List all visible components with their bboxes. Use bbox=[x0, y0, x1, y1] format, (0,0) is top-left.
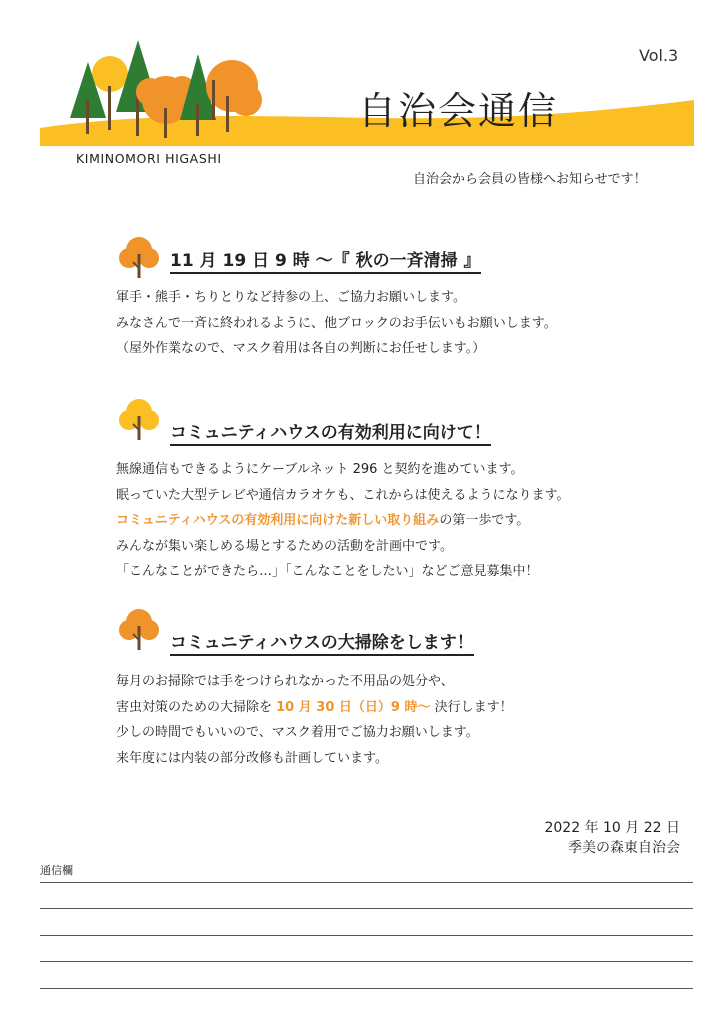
tagline: 自治会から会員の皆様へお知らせです！ bbox=[413, 172, 647, 187]
section-3-title: コミュニティハウスの大掃除をします！ bbox=[170, 628, 474, 656]
highlight-text: 10 月 30 日（日）9 時〜 bbox=[276, 699, 431, 715]
brand-name: KIMINOMORI HIGASHI bbox=[76, 151, 222, 166]
section-3-body bbox=[116, 669, 513, 771]
volume-number: Vol.3 bbox=[639, 46, 679, 65]
section-2-line: みんなが集い楽しめる場とするための活動を計画中です。 bbox=[116, 538, 453, 554]
line-text: 害虫対策のための大掃除を bbox=[116, 699, 277, 715]
memo-line bbox=[40, 961, 693, 962]
section-2-line bbox=[116, 508, 569, 534]
memo-line bbox=[40, 908, 693, 909]
section-2-title: コミュニティハウスの有効利用に向けて！ bbox=[170, 418, 491, 446]
section-3-line: 毎月のお掃除では手をつけられなかった不用品の処分や、 bbox=[116, 674, 454, 689]
section-3-line: 少しの時間でもいいので、マスク着用でご協力お願いします。 bbox=[116, 725, 479, 740]
orange-tree-icon bbox=[118, 234, 160, 280]
section-3-line: 来年度には内装の部分改修も計画しています。 bbox=[116, 750, 388, 766]
section-1-line: みなさんで一斉に終われるように、他ブロックのお手伝いもお願いします。 bbox=[116, 315, 557, 331]
section-1-line: （屋外作業なので、マスク着用は各自の判断にお任せします。） bbox=[116, 341, 486, 356]
yellow-tree-icon bbox=[118, 396, 160, 442]
line-text: の第一歩です。 bbox=[439, 513, 530, 528]
issue-date: 2022 年 10 月 22 日 bbox=[544, 820, 680, 836]
memo-line bbox=[40, 882, 693, 883]
section-2-line: 眠っていた大型テレビや通信カラオケも、これからは使えるようになります。 bbox=[116, 487, 570, 503]
section-1-line: 軍手・熊手・ちりとりなど持参の上、ご協力お願いします。 bbox=[116, 290, 466, 305]
line-text: 決行します！ bbox=[430, 699, 513, 715]
page-title: 自治会通信 bbox=[358, 89, 559, 133]
section-2-body bbox=[116, 457, 569, 585]
section-2-line: 無線通信もできるようにケーブルネット 296 と契約を進めています。 bbox=[116, 462, 524, 477]
section-1-title: 11 月 19 日 9 時 〜『 秋の一斉清掃 』 bbox=[170, 246, 481, 274]
memo-label: 通信欄 bbox=[40, 864, 73, 877]
section-2-line: 「こんなことができたら…」「こんなことをしたい」などご意見募集中！ bbox=[116, 564, 539, 579]
organization-name: 季美の森東自治会 bbox=[568, 840, 680, 856]
highlight-text: コミュニティハウスの有効利用に向けた新しい取り組み bbox=[116, 513, 440, 528]
section-1-body bbox=[116, 285, 557, 362]
orange-tree-icon bbox=[118, 606, 160, 652]
memo-line bbox=[40, 988, 693, 989]
memo-line bbox=[40, 935, 693, 936]
section-3-line bbox=[116, 695, 513, 721]
